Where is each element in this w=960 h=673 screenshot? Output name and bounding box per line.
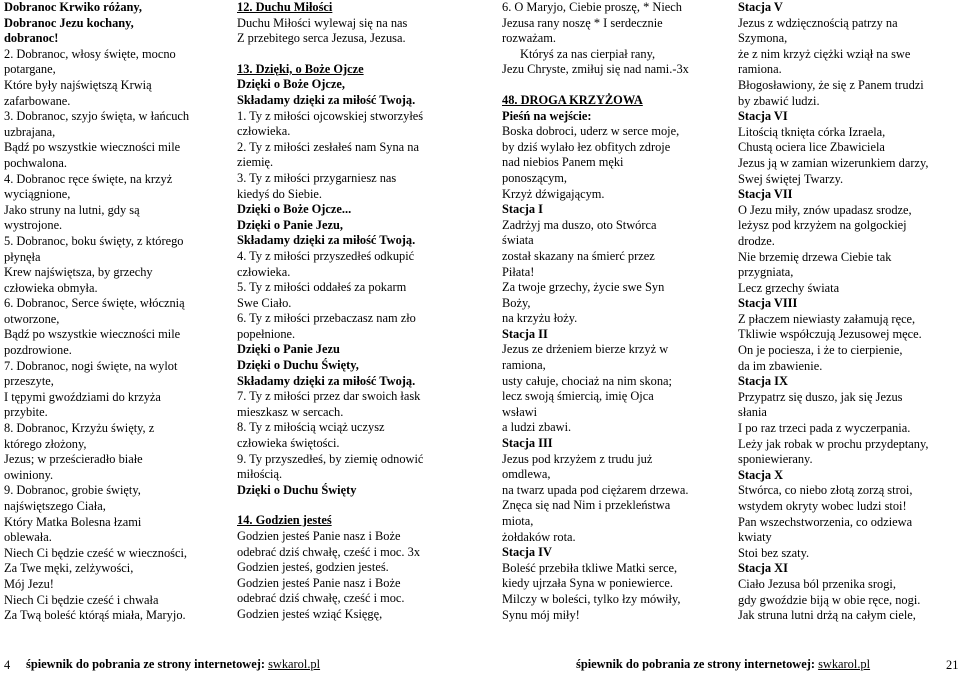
station-heading: Stacja X xyxy=(738,467,784,482)
text-line: Jezus z wdzięcznością patrzy na xyxy=(738,15,898,30)
text-line: 4. Dobranoc ręce święte, na krzyż xyxy=(4,171,173,186)
text-line: 7. Dobranoc, nogi święte, na wylot xyxy=(4,358,178,373)
column-3 xyxy=(502,0,732,623)
footer-link[interactable]: swkarol.pl xyxy=(268,657,321,671)
text-line: Krew najświętsza, by grzechy xyxy=(4,265,153,280)
station-heading: Stacja V xyxy=(738,0,783,14)
text-line: I po raz trzeci pada z wyczerpania. xyxy=(738,421,911,436)
text-line: Niech Ci będzie cześć i chwała xyxy=(4,592,159,607)
page-number-right: 21 xyxy=(946,658,959,672)
song-heading-14: 14. Godzien jesteś xyxy=(237,513,332,528)
text-line: Które były najświętszą Krwią xyxy=(4,77,152,92)
text-line: ponoszącym, xyxy=(502,170,568,185)
text-line: owiniony. xyxy=(4,467,54,482)
station-heading: Stacja VI xyxy=(738,109,788,124)
text-line: wyciągnione, xyxy=(4,187,71,202)
text-line: 8. Dobranoc, Krzyżu święty, z xyxy=(4,421,155,436)
column-1 xyxy=(4,0,230,624)
footer-right xyxy=(576,657,870,671)
text-line: mieszkasz w sercach. xyxy=(237,404,344,419)
text-line: I tępymi gwoździami do krzyża xyxy=(4,389,161,404)
text-line: Duchu Miłości wylewaj się na nas xyxy=(237,15,408,30)
footer-link[interactable]: swkarol.pl xyxy=(818,657,871,671)
text-line: płynęła xyxy=(4,249,41,264)
text-line: ziemię. xyxy=(237,155,274,170)
text-line: 5. Ty z miłości oddałeś za pokarm xyxy=(237,280,407,295)
text-line: omdlewa, xyxy=(502,467,551,482)
text-line: a ludzi zbawi. xyxy=(502,420,572,435)
text-line: uzbrajana, xyxy=(4,124,56,139)
text-line: odebrać dziś chwałę, cześć i moc. xyxy=(237,591,405,606)
text-line: Chustą ociera lice Zbawiciela xyxy=(738,140,885,155)
text-line: On je pociesza, i że to cierpienie, xyxy=(738,343,903,358)
text-line: Godzien jesteś Panie nasz i Boże xyxy=(237,529,401,543)
text-line: Leży jak robak w prochu przydeptany, xyxy=(738,436,929,451)
text-line: pozdrowione. xyxy=(4,343,72,358)
text-line: 4. Ty z miłości przyszedłeś odkupić xyxy=(237,248,415,263)
text-line: Boży, xyxy=(502,295,531,310)
station-heading: Stacja IV xyxy=(502,545,552,560)
column-4 xyxy=(738,0,958,624)
text-line: został skazany na śmierć przez xyxy=(502,248,655,263)
text-line: ramiona, xyxy=(502,358,546,373)
text-line: Godzien jesteś, godzien jesteś. xyxy=(237,560,389,575)
text-line: Stoi bez szaty. xyxy=(738,545,810,560)
text-line: O Jezu miły, znów upadasz srodze, xyxy=(738,202,912,217)
text-line: Nie brzemię drzewa Ciebie tak xyxy=(738,249,892,264)
text-line: przeszyte, xyxy=(4,374,54,389)
text-line: kwiaty xyxy=(738,530,772,545)
page-number-left: 4 xyxy=(4,658,11,672)
text-line: 5. Dobranoc, boku święty, z którego xyxy=(4,233,184,248)
text-line: 2. Dobranoc, włosy święte, mocno xyxy=(4,46,176,61)
text-line: 7. Ty z miłości przez dar swoich łask xyxy=(237,389,421,404)
text-line: popełnione. xyxy=(237,326,296,341)
text-line: Swe Ciało. xyxy=(237,295,292,310)
text-line: kiedyś do Siebie. xyxy=(237,186,323,201)
text-line: przygniata, xyxy=(738,265,794,280)
text-line: przybite. xyxy=(4,405,48,420)
refrain-line: Dzięki o Boże Ojcze, xyxy=(237,77,346,92)
refrain-line: Dzięki o Duchu Święty, xyxy=(237,358,359,373)
text-line: odebrać dziś chwałę, cześć i moc. 3x xyxy=(237,544,421,559)
text-line: 3. Ty z miłości przygarniesz nas xyxy=(237,170,397,185)
refrain-line: Składamy dzięki za miłość Twoją. xyxy=(237,92,416,107)
footer-title: śpiewnik do pobrania ze strony internetowej: xyxy=(576,657,815,671)
text-line: 2. Ty z miłości zesłałeś nam Syna na xyxy=(237,139,419,154)
text-line: miłością. xyxy=(237,467,283,482)
text-line: Jezus ze drżeniem bierze krzyż w xyxy=(502,342,669,357)
text-line: najświętszego Ciała, xyxy=(4,499,106,513)
station-heading: Stacja III xyxy=(502,436,553,451)
text-line: drodze. xyxy=(738,233,775,248)
text-line: że z nim krzyż ciężki wziął na swe xyxy=(738,46,911,61)
text-line: Za Twe męki, zelżywości, xyxy=(4,561,134,576)
text-line: wystrojone. xyxy=(4,218,63,233)
text-line: gdy gwoździe biją w obie ręce, nogi. xyxy=(738,592,921,607)
text-line: Za Twą boleść którąś miała, Maryjo. xyxy=(4,608,186,623)
text-line: Jezus pod krzyżem z trudu już xyxy=(502,451,653,466)
text-line: sponiewierany. xyxy=(738,452,813,467)
text-line: ramiona. xyxy=(738,62,782,77)
text-line: by zbawić ludzi. xyxy=(738,93,820,108)
text-line: rozważam. xyxy=(502,31,557,46)
text-line: człowieka obmyła. xyxy=(4,280,98,295)
song-heading-48: 48. DROGA KRZYŻOWA xyxy=(502,92,643,107)
text-line: 9. Ty przyszedłeś, by ziemię odnowić xyxy=(237,451,424,466)
text-line: człowieka. xyxy=(237,264,291,279)
text-line: by dziś wylało łez obfitych zdroje xyxy=(502,139,671,154)
text-line: Stwórca, co niebo złotą zorzą stroi, xyxy=(738,483,913,498)
station-heading: Stacja I xyxy=(502,202,543,217)
text-line: Krzyż dźwigającym. xyxy=(502,186,605,201)
text-line: Któryś za nas cierpiał rany, xyxy=(520,46,656,61)
refrain-line: Dzięki o Boże Ojcze... xyxy=(237,202,352,217)
text-line: 6. O Maryjo, Ciebie proszę, * Niech xyxy=(502,0,682,14)
text-line: człowieka. xyxy=(237,124,291,139)
text-line: 6. Dobranoc, Serce święte, włócznią xyxy=(4,296,185,311)
station-heading: Stacja VII xyxy=(738,187,793,202)
text-line: Z przebitego serca Jezusa, Jezusa. xyxy=(237,31,406,46)
station-heading: Stacja IX xyxy=(738,374,788,389)
text-line: Jak struna lutni drżą na całym ciele, xyxy=(738,608,916,623)
text-line: Boleść przebiła tkliwe Matki serce, xyxy=(502,560,678,575)
text-line: Lecz grzechy świata xyxy=(738,280,840,295)
footer-title: śpiewnik do pobrania ze strony internetowej: xyxy=(26,657,265,671)
text-line: słania xyxy=(738,405,767,420)
text-line: Piłata! xyxy=(502,264,535,279)
text-line: usty całuje, chociaż na nim skona; xyxy=(502,373,672,388)
text-line: Synu mój miły! xyxy=(502,607,580,622)
text-line: Litością tknięta córka Izraela, xyxy=(738,124,886,139)
text-line: Jezus ją w zamian wizerunkiem darzy, xyxy=(738,155,929,170)
refrain-line: Składamy dzięki za miłość Twoją. xyxy=(237,373,416,388)
text-line: Bądź po wszystkie wieczności mile xyxy=(4,140,181,155)
text-line: Godzien jesteś wziąć Księgę, xyxy=(237,606,383,621)
text-line: na twarz upada pod ciężarem drzewa. xyxy=(502,482,689,497)
text-line: na krzyżu łoży. xyxy=(502,311,578,326)
text-line: kiedy ujrzała Syna w poniewierce. xyxy=(502,576,673,591)
text-line: pochwalona. xyxy=(4,155,67,170)
station-heading: Stacja XI xyxy=(738,561,788,576)
song-heading-12: 12. Duchu Miłości xyxy=(237,0,333,14)
text-line: 3. Dobranoc, szyjo święta, w łańcuch xyxy=(4,109,190,124)
text-line: lecz swoją śmiercią, imię Ojca xyxy=(502,389,654,404)
refrain-line: Dzięki o Duchu Święty xyxy=(237,482,357,497)
text-line: Za twoje grzechy, życie swe Syn xyxy=(502,280,665,295)
text-line: którego złożony, xyxy=(4,436,87,451)
text-line: wstydem okryty wobec ludzi stoi! xyxy=(738,499,907,513)
text-line: Jezu Chryste, zmiłuj się nad nami.-3x xyxy=(502,62,689,77)
text-line: dobranoc! xyxy=(4,31,59,46)
text-line: Mój Jezu! xyxy=(4,576,54,591)
text-line: miota, xyxy=(502,514,534,528)
text-line: człowieka świętości. xyxy=(237,436,340,451)
footer-left xyxy=(26,657,320,671)
text-line: da im zbawienie. xyxy=(738,358,823,373)
text-line: wsławi xyxy=(502,404,538,419)
text-line: nad niebios Panem męki xyxy=(502,155,624,170)
text-line: Przypatrz się duszo, jak się Jezus xyxy=(738,389,903,404)
text-line: 9. Dobranoc, grobie święty, xyxy=(4,483,141,498)
text-line: leżysz pod krzyżem na golgockiej xyxy=(738,218,907,233)
text-line: żołdaków rota. xyxy=(502,529,576,544)
text-line: Boska dobroci, uderz w serce moje, xyxy=(502,124,680,139)
text-line: 6. Ty z miłości przebaczasz nam zło xyxy=(237,311,416,326)
section-label: Pieśń na wejście: xyxy=(502,108,592,123)
text-line: Który Matka Bolesna łzami xyxy=(4,514,142,529)
text-line: Bądź po wszystkie wieczności mile xyxy=(4,327,181,342)
text-line: 1. Ty z miłości ojcowskiej stworzyłeś xyxy=(237,108,424,123)
text-line: Jezusa rany noszę * I serdecznie xyxy=(502,15,663,30)
text-line: Z płaczem niewiasty załamują ręce, xyxy=(738,311,916,326)
text-line: 8. Ty z miłością wciąż uczysz xyxy=(237,420,385,435)
text-line: Ciało Jezusa ból przenika srogi, xyxy=(738,576,896,591)
text-line: Godzien jesteś Panie nasz i Boże xyxy=(237,575,401,590)
refrain-line: Dzięki o Panie Jezu xyxy=(237,342,340,357)
text-line: Tkliwie współczują Jezusowej męce. xyxy=(738,327,922,342)
text-line: świata xyxy=(502,233,534,248)
text-line: Pan wszechstworzenia, co odziewa xyxy=(738,514,913,529)
song-heading-13: 13. Dzięki, o Boże Ojcze xyxy=(237,61,364,76)
text-line: Jezus; w prześcieradło białe xyxy=(4,452,143,467)
text-line: zafarbowane. xyxy=(4,93,71,108)
text-line: Znęca się nad Nim i przekleństwa xyxy=(502,498,671,513)
text-line: Dobranoc Krwiko różany, xyxy=(4,0,143,14)
station-heading: Stacja VIII xyxy=(738,296,798,311)
column-2 xyxy=(237,0,465,623)
text-line: Niech Ci będzie cześć w wieczności, xyxy=(4,545,188,560)
text-line: Dobranoc Jezu kochany, xyxy=(4,15,134,30)
text-line: Szymona, xyxy=(738,31,788,46)
text-line: oblewała. xyxy=(4,530,52,545)
text-line: Swej świętej Twarzy. xyxy=(738,171,844,186)
text-line: otworzone, xyxy=(4,311,60,326)
text-line: Zadrżyj ma duszo, oto Stwórca xyxy=(502,217,657,232)
station-heading: Stacja II xyxy=(502,326,548,341)
refrain-line: Składamy dzięki za miłość Twoją. xyxy=(237,233,416,248)
text-line: Jako struny na lutni, gdy są xyxy=(4,202,140,217)
refrain-line: Dzięki o Panie Jezu, xyxy=(237,217,343,232)
text-line: potargane, xyxy=(4,62,56,77)
text-line: Błogosławiony, że się z Panem trudzi xyxy=(738,77,924,92)
text-line: Milczy w boleści, tylko łzy mówiły, xyxy=(502,591,681,606)
